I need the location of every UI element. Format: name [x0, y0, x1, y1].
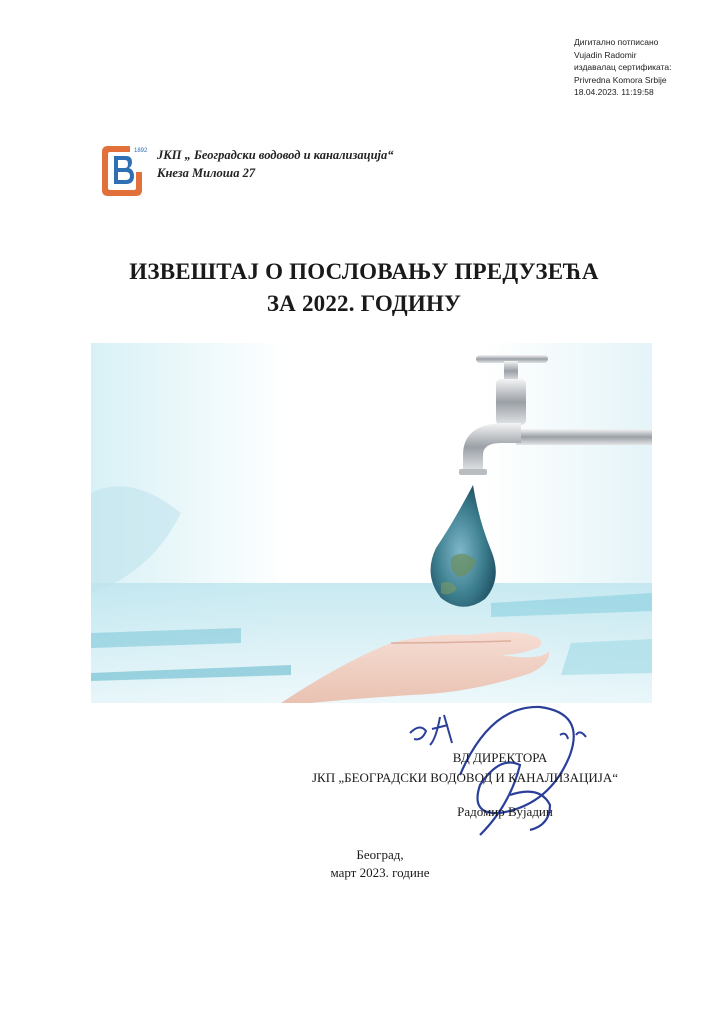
- document-title: [0, 256, 728, 320]
- title-line-2: ЗА 2022. ГОДИНУ: [266, 291, 462, 316]
- organization-address: Кнеза Милоша 27: [157, 166, 256, 180]
- signatory-name: Радомир Вујадин: [457, 804, 553, 819]
- stamp-line: издавалац сертификата:: [574, 62, 672, 72]
- stamp-line: Дигитално потписано: [574, 37, 659, 47]
- stamp-line: Vujadin Radomir: [574, 49, 637, 60]
- stamp-line: 18.04.2023. 11:19:58: [574, 87, 654, 97]
- signature-block: [290, 748, 640, 822]
- organization-header: [157, 146, 394, 182]
- signatory-role: ВД ДИРЕКТОРА: [452, 750, 548, 765]
- water-tap-earth-drop-hands-image: [91, 343, 652, 703]
- signatory-company: ЈКП „БЕОГРАДСКИ ВОДОВОД И КАНАЛИЗАЦИЈА“: [311, 770, 619, 785]
- digital-signature-stamp: [574, 36, 671, 99]
- company-logo-icon: [96, 142, 148, 200]
- title-line-1: ИЗВЕШТАЈ О ПОСЛОВАЊУ ПРЕДУЗЕЋА: [129, 259, 599, 284]
- city: Београд,: [356, 847, 404, 862]
- date: март 2023. године: [330, 865, 430, 880]
- logo-year: 1892: [134, 148, 148, 154]
- stamp-line: Privredna Komora Srbije: [574, 74, 667, 85]
- place-and-date: [300, 846, 460, 882]
- organization-name: ЈКП „ Београдски водовод и канализација“: [157, 148, 394, 162]
